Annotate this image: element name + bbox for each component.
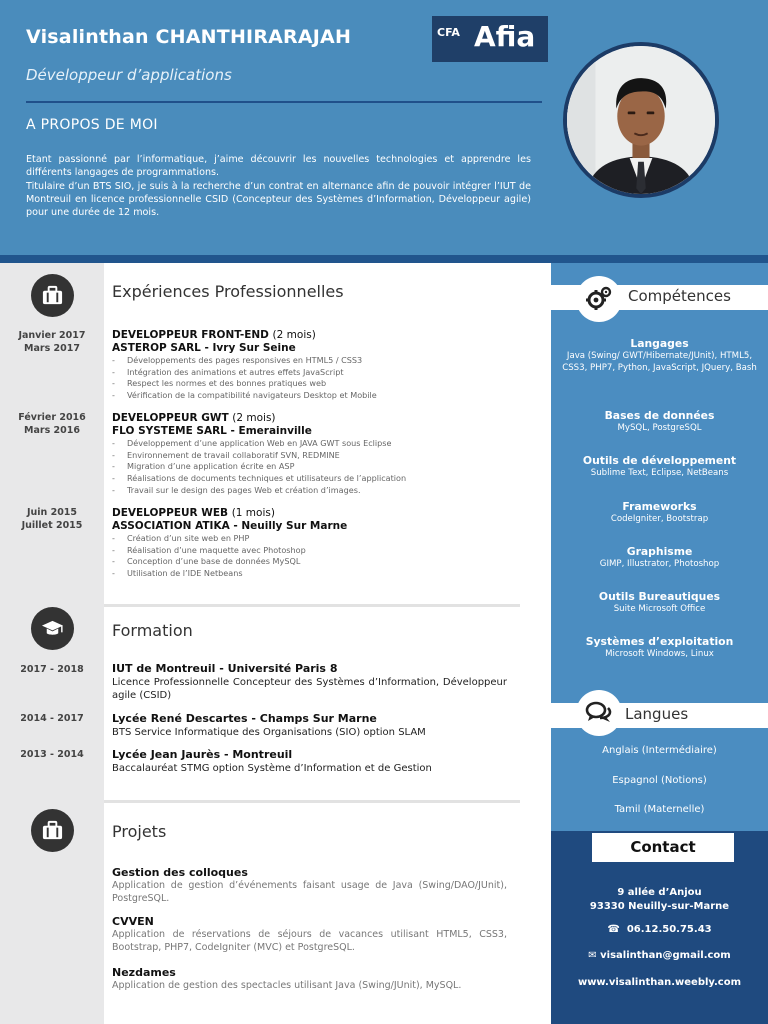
skill-group [551, 337, 768, 374]
task-item: - Réalisations de documents techniques et utilisateurs de l’application [112, 473, 507, 485]
role-duration: (2 mois) [272, 329, 316, 341]
project-name: CVVEN [112, 915, 154, 928]
task-item: - Réalisation d’une maquette avec Photoshop [112, 545, 507, 557]
projects-title: Projets [112, 822, 167, 841]
skill-text: Sublime Text, Eclipse, NetBeans [590, 468, 729, 478]
about-title: A PROPOS DE MOI [26, 117, 158, 133]
formation-date: 2014 - 2017 [20, 713, 84, 724]
role-name: DEVELOPPEUR WEB [112, 507, 229, 519]
gears-icon [576, 276, 622, 322]
skill-title: Outils Bureautiques [598, 590, 721, 603]
task-item: - Environnement de travail collaboratif SVN, REDMINE [112, 450, 507, 462]
date-from: Février 2016 [18, 412, 86, 423]
experience-entry [112, 329, 507, 402]
school-name: IUT de Montreuil - Université Paris 8 [112, 662, 338, 675]
experience-company: ASTEROP SARL - Ivry Sur Seine [112, 341, 296, 354]
date-to: Mars 2017 [24, 343, 80, 354]
section-divider [104, 604, 520, 607]
address-line-2: 93330 Neuilly-sur-Marne [589, 901, 730, 912]
project-entry [112, 866, 507, 905]
project-name: Nezdames [112, 966, 176, 979]
skill-title: Langages [630, 337, 689, 350]
formation-entry [112, 662, 507, 702]
formation-entry [112, 748, 507, 775]
phone-icon: ☎ [607, 924, 620, 935]
skill-text: CodeIgniter, Bootstrap [610, 514, 709, 524]
project-description: Application de gestion des spectacles utilisant Java (Swing/JUnit), MySQL. [112, 980, 462, 991]
task-item: - Vérification de la compatibilité navigateurs Desktop et Mobile [112, 390, 507, 402]
briefcase-icon [31, 274, 74, 317]
skills-title: Compétences [628, 287, 731, 305]
experience-entry [112, 507, 507, 580]
website-link[interactable]: www.visalinthan.weebly.com [577, 977, 742, 988]
email-line [551, 949, 768, 962]
school-name: Lycée Jean Jaurès - Montreuil [112, 748, 293, 761]
project-name: Gestion des colloques [112, 866, 248, 879]
project-entry [112, 966, 507, 993]
project-description: Application de gestion d’événements faisant usage de Java (Swing/DAO/JUnit), PostgreSQL. [112, 880, 507, 904]
section-divider [104, 800, 520, 803]
date-to: Mars 2016 [24, 425, 80, 436]
envelope-icon: ✉ [588, 950, 597, 961]
project-entry [112, 915, 507, 954]
degree-name: BTS Service Informatique des Organisations (SIO) option SLAM [112, 727, 426, 738]
role-duration: (1 mois) [231, 507, 275, 519]
about-paragraph-1: Etant passionné par l’informatique, j’aime découvrir les nouvelles technologies et apprendre les différents langages de programmations. [26, 154, 531, 179]
skill-title: Systèmes d’exploitation [585, 635, 734, 648]
degree-name: Baccalauréat STMG option Système d’Information et de Gestion [112, 763, 432, 774]
about-paragraph-2: Titulaire d’un BTS SIO, je suis à la recherche d’un contrat en alternance afin de pouvoir intégrer l’IUT de Montreuil en licence professionnelle CSID (Concepteur des Systèmes d’Information, Développeur agile) pour une durée de 12 mois. [26, 180, 531, 219]
formation-date: 2017 - 2018 [20, 664, 84, 675]
skill-group [551, 635, 768, 661]
task-item: - Migration d’une application écrite en ASP [112, 461, 507, 473]
task-item: - Utilisation de l’IDE Netbeans [112, 568, 507, 580]
profile-photo [563, 42, 719, 198]
address-line-1: 9 allée d’Anjou [617, 887, 702, 898]
email-link[interactable]: visalinthan@gmail.com [600, 950, 731, 961]
experience-role [112, 507, 507, 520]
skill-group [551, 500, 768, 526]
skill-group [551, 590, 768, 616]
role-name: DEVELOPPEUR GWT [112, 412, 229, 424]
language-item: Tamil (Maternelle) [614, 804, 705, 815]
experience-company: FLO SYSTEME SARL - Emerainville [112, 424, 312, 437]
skill-title: Graphisme [626, 545, 693, 558]
task-item: - Respect les normes et des bonnes pratiques web [112, 378, 507, 390]
header [0, 0, 768, 255]
formation-entry [112, 712, 507, 739]
language-item: Anglais (Intermédiaire) [602, 745, 717, 756]
experience-company: ASSOCIATION ATIKA - Neuilly Sur Marne [112, 519, 348, 532]
job-title: Développeur d’applications [26, 66, 232, 84]
skill-group [551, 409, 768, 435]
task-list [112, 438, 507, 497]
experience-role [112, 412, 507, 425]
project-description: Application de réservations de séjours de vacances utilisant HTML5, CSS3, Bootstrap, PHP7, CodeIgniter (MVC) et PostgreSQL. [112, 929, 507, 953]
skill-title: Frameworks [622, 500, 697, 513]
candidate-name: Visalinthan CHANTHIRARAJAH [26, 26, 352, 48]
phone-number[interactable]: 06.12.50.75.43 [626, 924, 712, 935]
phone-line [551, 923, 768, 936]
experience-date [0, 506, 104, 532]
date-from: Janvier 2017 [18, 330, 86, 341]
task-item: - Travail sur le design des pages Web et création d’images. [112, 485, 507, 497]
project-briefcase-icon [31, 809, 74, 852]
task-item: - Développements des pages responsives en HTML5 / CSS3 [112, 355, 507, 367]
about-text [26, 153, 531, 219]
skill-text: MySQL, PostgreSQL [617, 423, 702, 433]
profile-photo-illustration [567, 46, 715, 194]
role-duration: (2 mois) [232, 412, 276, 424]
skill-text: Suite Microsoft Office [613, 604, 706, 614]
skill-title: Bases de données [604, 409, 715, 422]
experience-role [112, 329, 507, 342]
task-list [112, 355, 507, 402]
task-item: - Développement d’une application Web en JAVA GWT sous Eclipse [112, 438, 507, 450]
header-band [0, 255, 768, 263]
skill-group [551, 545, 768, 571]
skill-title: Outils de développement [582, 454, 737, 467]
task-item: - Intégration des animations et autres effets JavaScript [112, 367, 507, 379]
task-list [112, 533, 507, 580]
school-name: Lycée René Descartes - Champs Sur Marne [112, 712, 377, 725]
skill-group [551, 454, 768, 480]
graduation-cap-icon [31, 607, 74, 650]
header-divider [26, 101, 542, 103]
chat-bubbles-icon [576, 690, 622, 736]
formation-title: Formation [112, 621, 193, 640]
experience-title: Expériences Professionnelles [112, 282, 344, 301]
language-item: Espagnol (Notions) [612, 775, 707, 786]
experience-date [0, 411, 104, 437]
experience-entry [112, 412, 507, 497]
degree-name: Licence Professionnelle Concepteur des Systèmes d’Information, Développeur agile (CSID) [112, 677, 507, 701]
role-name: DEVELOPPEUR FRONT-END [112, 329, 269, 341]
task-item: - Conception d’une base de données MySQL [112, 556, 507, 568]
logo-main: Afia [474, 20, 536, 53]
experience-date [0, 329, 104, 355]
skill-text: GIMP, Illustrator, Photoshop [599, 559, 720, 569]
contact-title: Contact [590, 831, 736, 864]
languages-title: Langues [625, 705, 689, 723]
cfa-afia-logo [432, 16, 548, 62]
skill-text: Microsoft Windows, Linux [605, 649, 714, 659]
date-to: Juillet 2015 [21, 520, 83, 531]
task-item: - Création d’un site web en PHP [112, 533, 507, 545]
date-from: Juin 2015 [26, 507, 78, 518]
skill-text: Java (Swing/ GWT/Hibernate/JUnit), HTML5, CSS3, PHP7, Python, JavaScript, JQuery, Bash [562, 351, 757, 373]
formation-date: 2013 - 2014 [20, 749, 84, 760]
logo-prefix: CFA [437, 26, 460, 39]
